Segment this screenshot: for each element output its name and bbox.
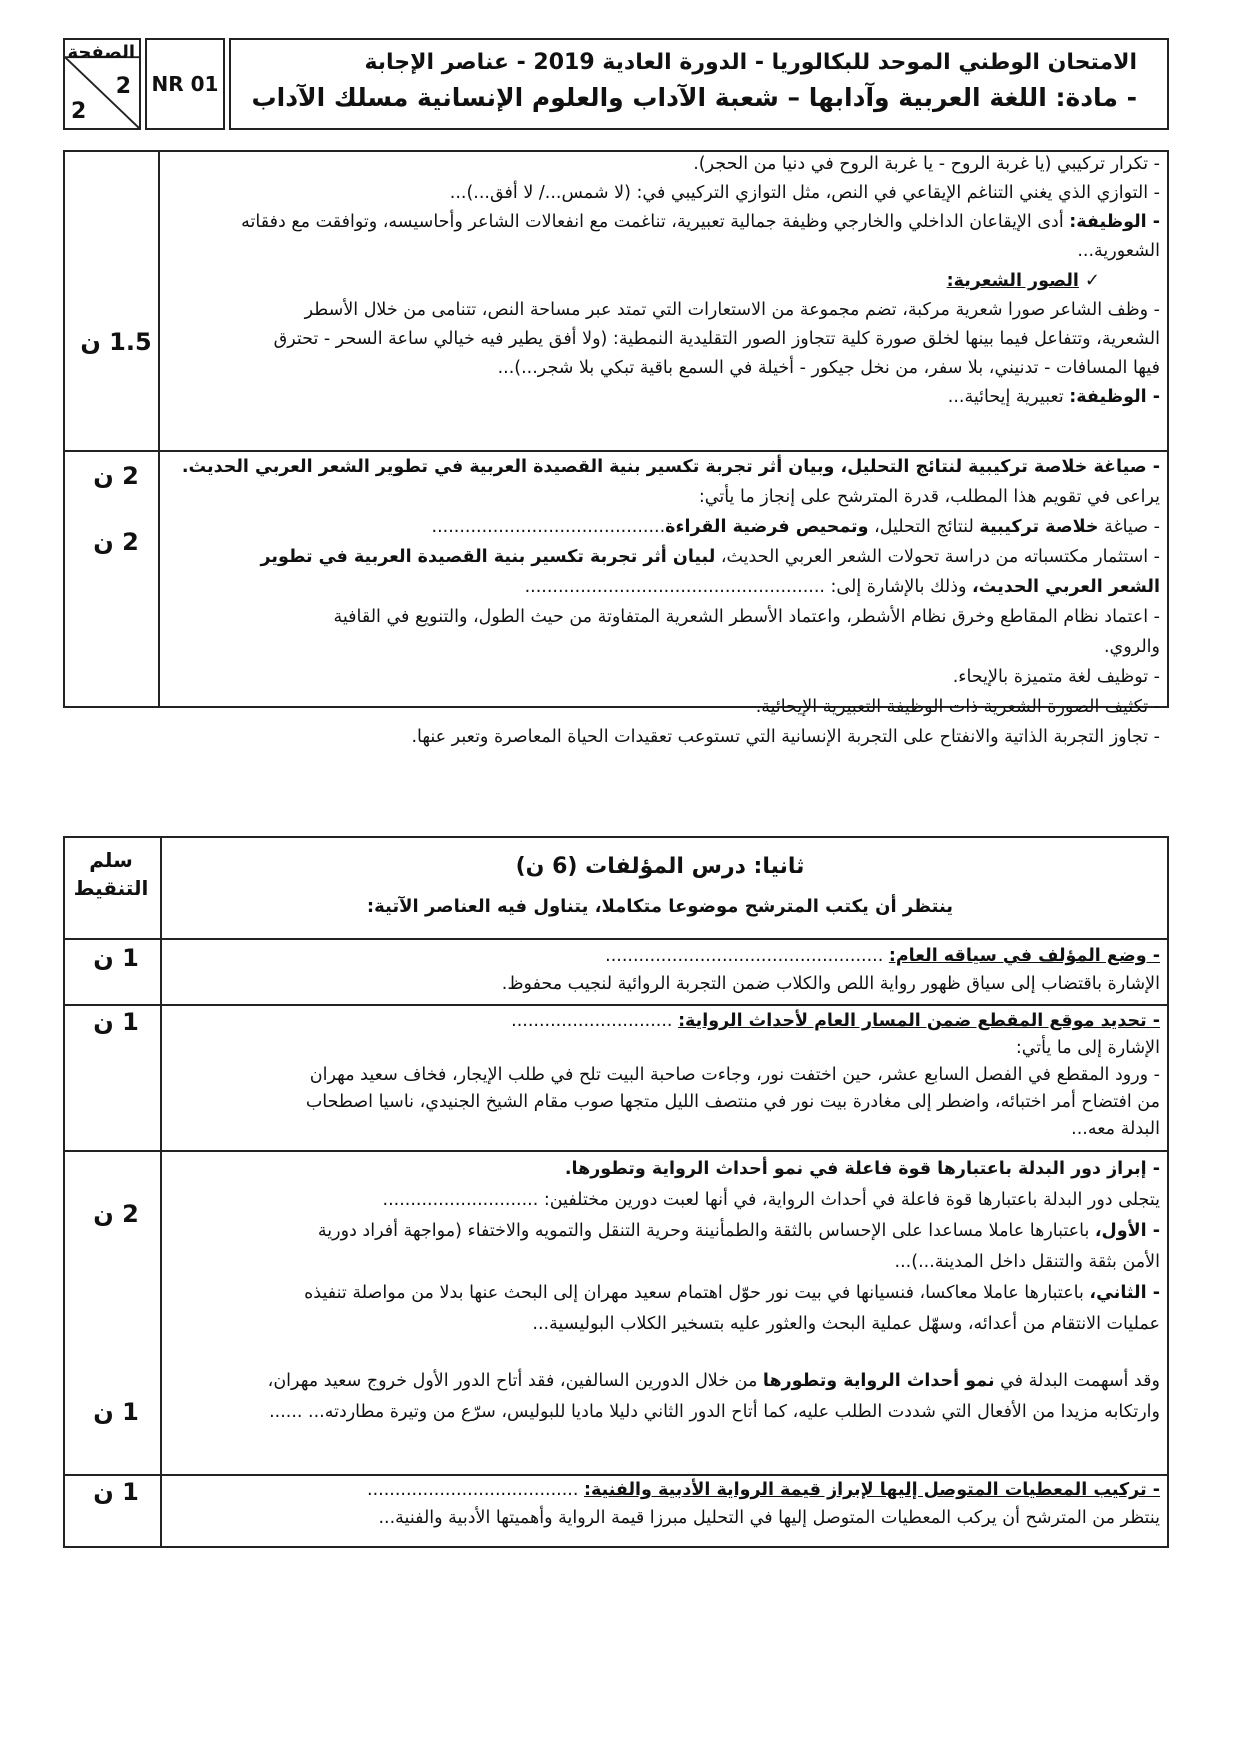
row-heading: - تحديد موقع المقطع ضمن المسار العام لأحداث الرواية:: [678, 1011, 1160, 1031]
line: - الأول، باعتبارها عاملا مساعدا على الإحساس بالثقة والطمأنينة وحرية التنقل والتمويه والاختفاء (مواجهة أفراد دورية: [317, 1221, 1160, 1241]
line: عمليات الانتقام من أعدائه، وسهّل عملية البحث والعثور عليه بتسخير الكلاب البوليسية...: [532, 1314, 1160, 1334]
poetic-images-heading: الصور الشعرية:: [946, 271, 1079, 291]
line: وارتكابه مزيدا من الأفعال التي شددت الطلب عليه، كما أتاح الدور الثاني دليلا ماديا للبوليس، سرّع من وتيرة مطاردته... ......: [269, 1402, 1160, 1422]
function-label: - الوظيفة:: [1069, 387, 1160, 407]
line: - تجاوز التجربة الذاتية والانفتاح على التجربة الإنسانية التي تستوعب تعقيدات الحياة المعاصرة وتعبر عنها.: [411, 727, 1160, 747]
line: [170, 266, 1160, 296]
score-2a: 2 ن: [93, 462, 139, 490]
suit-role-row: [170, 1154, 1160, 1428]
exam-title-box: [229, 38, 1169, 130]
scale-header: سلم التنقيط: [73, 848, 149, 900]
line: وقد أسهمت البدلة في نمو أحداث الرواية وتطورها من خلال الدورين السالفين، فقد أتاح الدور الأول خروج سعيد مهران،: [267, 1371, 1160, 1391]
line: - الوظيفة: أدى الإيقاعان الداخلي والخارجي وظيفة جمالية تعبيرية، تناغمت مع انفعالات الشاعر وأحاسيسه، وتوافقت مع دفقاته: [241, 212, 1160, 232]
score-r3b: 1 ن: [93, 1398, 139, 1426]
synthesis-row: - تركيب المعطيات المتوصل إليها لإبراز قيمة الرواية الأدبية والفنية: ...................................... ينتظر من المترشح أن يركب المعطيات المتوصل إليها في التحليل مبرزا قيمة الرواية وأهميتها الأدبية والفنية...: [170, 1476, 1160, 1532]
row-divider: [65, 1150, 1167, 1152]
line: الشعورية...: [1077, 241, 1160, 261]
row-heading: - إبراز دور البدلة باعتبارها قوة فاعلة في نمو أحداث الرواية وتطورها.: [564, 1159, 1160, 1179]
line: - تكثيف الصورة الشعرية ذات الوظيفة التعبيرية الإيحائية.: [755, 697, 1160, 717]
row-divider: [65, 938, 1167, 940]
page-number-box: [63, 38, 141, 130]
excerpt-position-row: - تحديد موقع المقطع ضمن المسار العام لأحداث الرواية: ............................. الإشارة إلى ما يأتي: - ورود المقطع في الفصل السابع عشر، حين اختفت نور، وجاءت صاحبة البيت تلح في طلب الإيجار، فخاف سعيد مهران من افتضاح أمر اختبائه، واضطر إلى مغادرة بيت نور في منتصف الليل متجها صوب مقام الشيخ الجنيدي، ناسيا اصطحاب البدلة معه...: [170, 1008, 1160, 1143]
rhythm-and-imagery-text: [170, 150, 1160, 412]
page-total: 2: [71, 99, 87, 124]
exam-title: الامتحان الوطني الموحد للبكالوريا - الدورة العادية 2019 - عناصر الإجابة: [364, 50, 1137, 75]
exam-subject: - مادة: اللغة العربية وآدابها – شعبة الآداب والعلوم الإنسانية مسلك الآداب: [251, 83, 1137, 112]
line: - صياغة خلاصة تركيبية لنتائج التحليل، وتمحيص فرضية القراءة..........................................: [431, 517, 1160, 537]
score-r3a: 2 ن: [93, 1200, 139, 1228]
synthesis-text: [170, 452, 1160, 752]
score-r1: 1 ن: [93, 944, 139, 972]
line: الشعر العربي الحديث، وذلك بالإشارة إلى: ......................................................: [524, 577, 1160, 597]
synthesis-heading: - صياغة خلاصة تركيبية لنتائج التحليل، وبيان أثر تجربة تكسير بنية القصيدة العربية في تطوير الشعر العربي الحديث.: [181, 457, 1160, 477]
line: - ورود المقطع في الفصل السابع عشر، حين اختفت نور، وجاءت صاحبة البيت تلح في طلب الإيجار، فخاف سعيد مهران: [309, 1065, 1160, 1085]
line: البدلة معه...: [1071, 1119, 1160, 1139]
line: - الوظيفة: تعبيرية إيحائية...: [947, 387, 1160, 407]
line: - توظيف لغة متميزة بالإيحاء.: [952, 667, 1160, 687]
line: يتجلى دور البدلة باعتبارها قوة فاعلة في أحداث الرواية، في أنها لعبت دورين مختلفين: ............................: [382, 1190, 1160, 1210]
line: يراعى في تقويم هذا المطلب، قدرة المترشح على إنجاز ما يأتي:: [698, 487, 1160, 507]
line: الإشارة إلى ما يأتي:: [1015, 1038, 1160, 1058]
section-subtitle: ينتظر أن يكتب المترشح موضوعا متكاملا، يتناول فيه العناصر الآتية:: [366, 896, 954, 917]
score-2b: 2 ن: [93, 528, 139, 556]
page-label: الصفحة: [67, 42, 135, 63]
section-title: ثانيا: درس المؤلفات (6 ن): [515, 854, 805, 879]
row-heading: - تركيب المعطيات المتوصل إليها لإبراز قيمة الرواية الأدبية والفنية:: [583, 1480, 1160, 1500]
score-r4: 1 ن: [93, 1478, 139, 1506]
row-divider: [65, 1004, 1167, 1006]
line: والروي.: [1103, 637, 1160, 657]
line: - التوازي الذي يغني التناغم الإيقاعي في النص، مثل التوازي التركيبي في: (لا شمس.../ لا أفق...)...: [449, 183, 1160, 203]
line: ينتظر من المترشح أن يركب المعطيات المتوصل إليها في التحليل مبرزا قيمة الرواية وأهميتها الأدبية والفنية...: [378, 1508, 1160, 1528]
work-context-row: - وضع المؤلف في سياقه العام: .................................................. الإشارة باقتضاب إلى سياق ظهور رواية اللص والكلاب ضمن التجربة الروائية لنجيب محفوظ.: [170, 942, 1160, 998]
score-1-5: 1.5 ن: [80, 328, 152, 356]
row-heading: - وضع المؤلف في سياقه العام:: [888, 946, 1160, 966]
score-column-divider: [158, 152, 160, 706]
line: - وظف الشاعر صورا شعرية مركبة، تضم مجموعة من الاستعارات التي تمتد عبر مساحة النص، تتنامى من خلال الأسطر: [304, 300, 1160, 320]
check-icon: ✓: [1084, 270, 1100, 291]
line: - استثمار مكتسباته من دراسة تحولات الشعر العربي الحديث، لبيان أثر تجربة تكسير بنية القصيدة العربية في تطوير: [260, 547, 1160, 567]
line: الأمن بثقة والتنقل داخل المدينة...)...: [894, 1252, 1160, 1272]
line: - تكرار تركيبي (يا غربة الروح - يا غربة الروح في دنيا من الحجر).: [693, 154, 1160, 174]
exam-code: NR 01: [145, 38, 225, 130]
score-r2: 1 ن: [93, 1008, 139, 1036]
line: فيها المسافات - تدنيني، بلا سفر، من نخل جيكور - أخيلة في السمع باقية تبكي بلا شجر...)...: [497, 358, 1160, 378]
line: الإشارة باقتضاب إلى سياق ظهور رواية اللص والكلاب ضمن التجربة الروائية لنجيب محفوظ.: [501, 974, 1160, 994]
line: من افتضاح أمر اختبائه، واضطر إلى مغادرة بيت نور في منتصف الليل متجها صوب مقام الشيخ الجنيدي، ناسيا اصطحاب: [305, 1092, 1160, 1112]
function-label: - الوظيفة:: [1069, 212, 1160, 232]
line: الشعرية، وتتفاعل فيما بينها لخلق صورة كلية تتجاوز الصور التقليدية النمطية: (ولا أفق يطير فيه خيالي ساعة السحر - تحترق: [273, 329, 1160, 349]
line: - اعتماد نظام المقاطع وخرق نظام الأشطر، واعتماد الأسطر الشعرية المتفاوتة من حيث الطول، والتنويع في القافية: [333, 607, 1160, 627]
page-number: 2: [115, 74, 131, 99]
line: - الثاني، باعتبارها عاملا معاكسا، فنسيانها في بيت نور حوّل اهتمام سعيد مهران إلى البحث عنها بدلا من مواصلة تنفيذه: [304, 1283, 1160, 1303]
